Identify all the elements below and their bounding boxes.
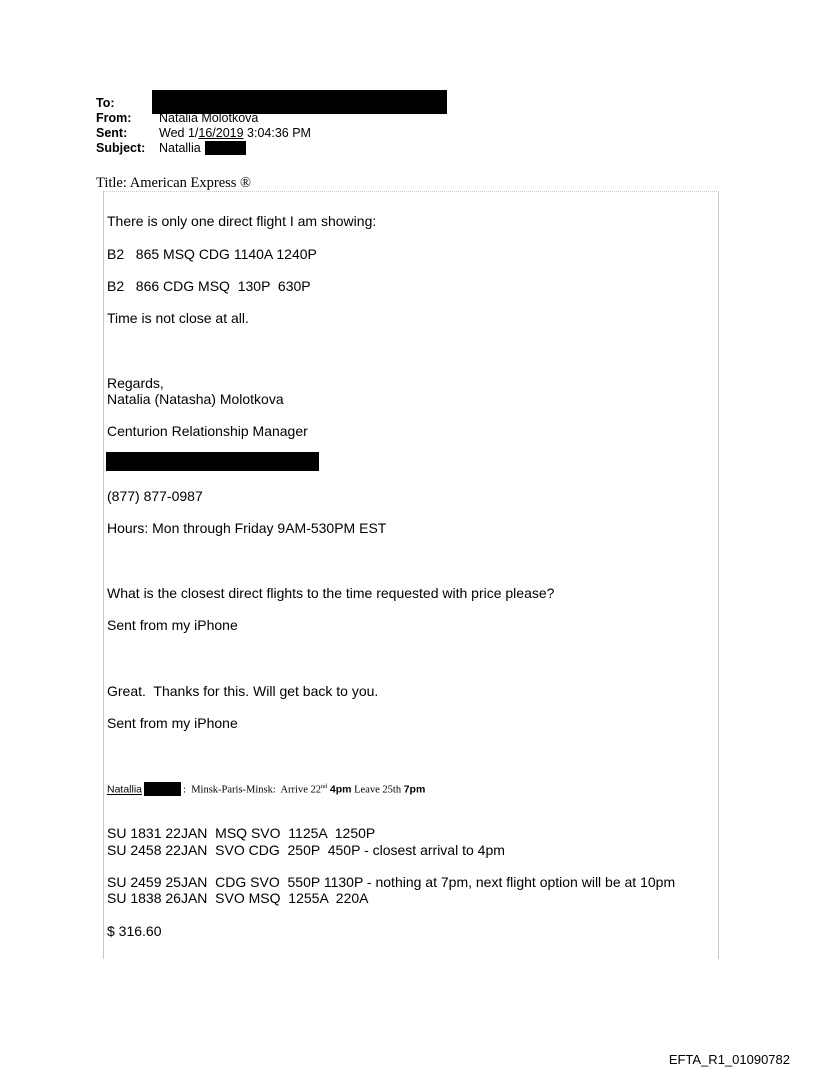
to-row [96, 96, 311, 111]
time-note: Time is not close at all. [107, 310, 249, 326]
sent-time: 3:04:36 PM [243, 126, 311, 140]
from-value: Natalia Molotkova [159, 111, 259, 125]
subject-label: Subject: [96, 141, 146, 155]
document-title: Title: American Express ® [96, 175, 252, 191]
from-label: From: [96, 111, 132, 125]
flight-line: B2 866 CDG MSQ 130P 630P [107, 278, 311, 294]
sent-row [96, 126, 311, 141]
sender-title: Centurion Relationship Manager [107, 423, 308, 439]
office-hours: Hours: Mon through Friday 9AM-530PM EST [107, 520, 387, 536]
phone-number: (877) 877-0987 [107, 488, 203, 504]
thanks-text: Great. Thanks for this. Will get back to you. [107, 683, 379, 699]
itinerary-line: SU 2458 22JAN SVO CDG 250P 450P - closest arrival to 4pm [107, 842, 505, 858]
to-label: To: [96, 96, 115, 110]
subject-value: Natallia [159, 141, 201, 155]
document-id: EFTA_R1_01090782 [668, 1052, 790, 1067]
flight-line: B2 865 MSQ CDG 1140A 1240P [107, 246, 317, 262]
sent-label: Sent: [96, 126, 128, 140]
regards-text: Regards, [107, 375, 164, 391]
redaction-bar [106, 452, 319, 471]
sent-value [159, 126, 311, 141]
signature-line: Sent from my iPhone [107, 715, 238, 731]
request-name: Natallia [107, 783, 143, 796]
redaction-bar [205, 141, 246, 155]
sent-prefix: Wed 1/ [159, 126, 199, 140]
from-row [96, 111, 311, 126]
travel-request-line [107, 780, 425, 798]
itinerary-line: SU 1831 22JAN MSQ SVO 1125A 1250P [107, 825, 376, 841]
price-text: $ 316.60 [107, 923, 162, 939]
sender-name: Natalia (Natasha) Molotkova [107, 391, 284, 407]
email-header [96, 96, 311, 156]
itinerary-line: SU 1838 26JAN SVO MSQ 1255A 220A [107, 890, 369, 906]
request-leave: Leave 25th [351, 784, 404, 796]
signature-line: Sent from my iPhone [107, 617, 238, 633]
intro-text: There is only one direct flight I am showing: [107, 213, 377, 229]
subject-row [96, 141, 311, 156]
request-superscript: nd [321, 784, 327, 790]
itinerary-line: SU 2459 25JAN CDG SVO 550P 1130P - nothing at 7pm, next flight option will be at 10pm [107, 874, 676, 890]
redaction-bar [144, 782, 181, 796]
arrival-time: 4pm [329, 783, 352, 796]
request-route: : Minsk-Paris-Minsk: Arrive 22 [183, 784, 321, 796]
question-text: What is the closest direct flights to the time requested with price please? [107, 585, 555, 601]
sent-date: 16/2019 [198, 126, 244, 140]
departure-time: 7pm [403, 783, 426, 796]
